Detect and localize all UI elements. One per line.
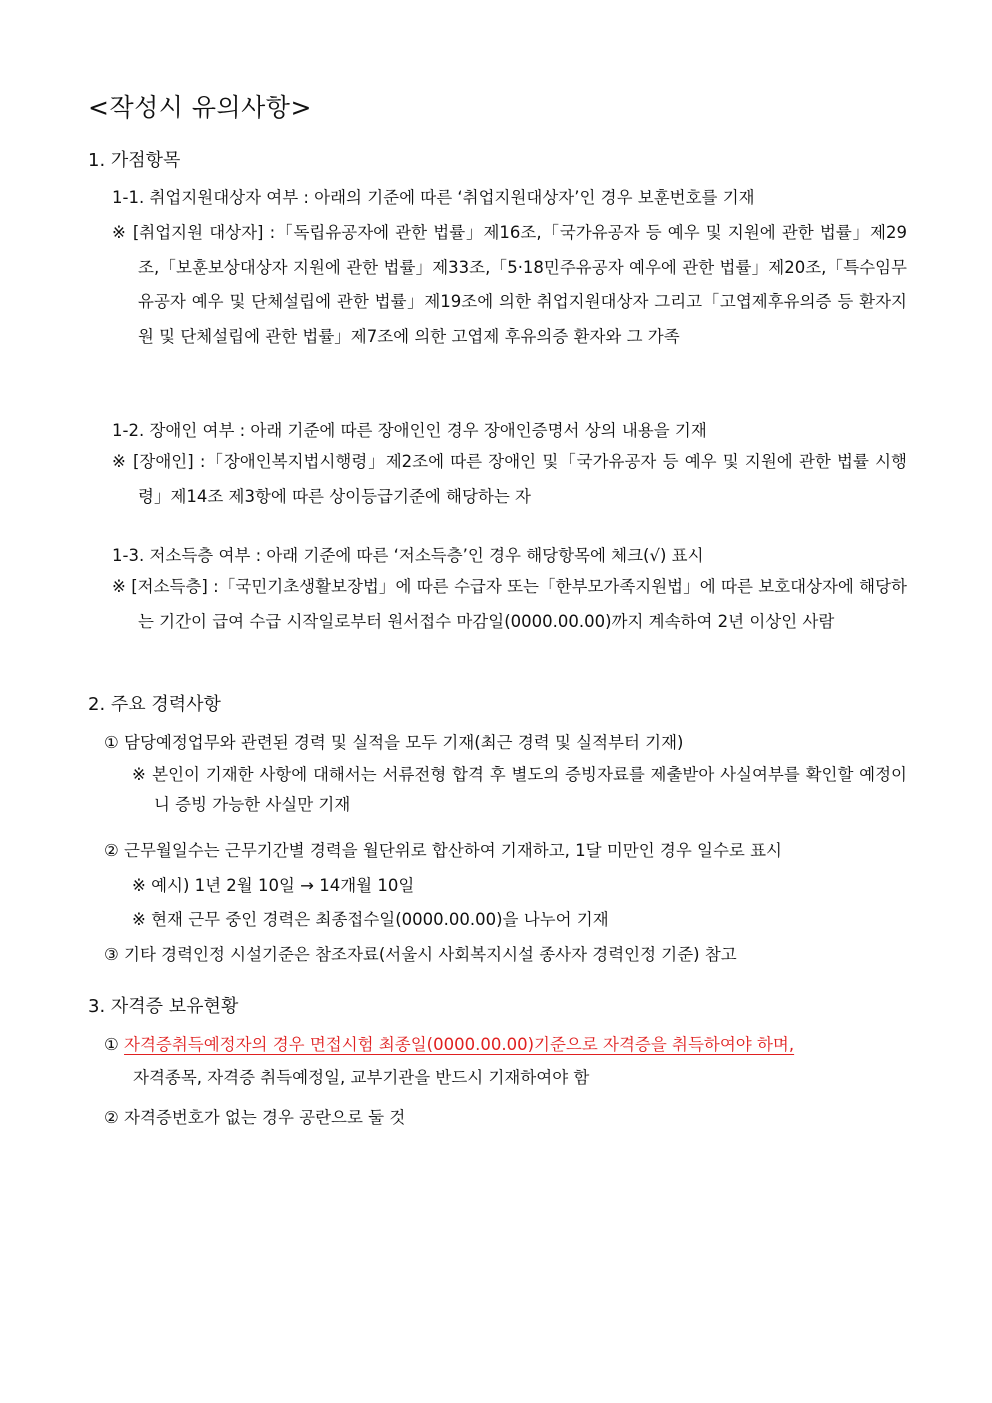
license-item-1-warning: 자격증취득예정자의 경우 면접시험 최종일(0000.00.00)기준으로 자격증을 취득하여야 하며, [124, 1035, 795, 1054]
section-2-heading: 2. 주요 경력사항 [88, 694, 221, 715]
license-item-2: ② 자격증번호가 없는 경우 공란으로 둘 것 [104, 1108, 406, 1127]
career-item-3: ③ 기타 경력인정 시설기준은 참조자료(서울시 사회복지시설 종사자 경력인정 기준) 참고 [104, 945, 737, 964]
section-1-heading: 1. 가점항목 [88, 150, 181, 171]
career-item-2-example: ※ 예시) 1년 2월 10일 → 14개월 10일 [132, 876, 415, 895]
item-1-1-note: ※ [취업지원 대상자] :「독립유공자에 관한 법률」제16조,「국가유공자 등 예우 및 지원에 관한 법률」제29조,「보훈보상대상자 지원에 관한 법률」제33조,「5·18민주유공자 예우에 관한 법률」제20조,「특수임무유공자 예우 및 단체설립에 관한 법률」제19조에 의한 취업지원대상자 그리고「고엽제후유의증 등 환자지원 및 단체설립에 관한 법률」제7조에 의한 고엽제 후유의증 환자와 그 가족 [112, 223, 907, 346]
career-item-2-note: ※ 현재 근무 중인 경력은 최종접수일(0000.00.00)을 나누어 기재 [132, 910, 609, 929]
career-item-1-note: ※ 본인이 기재한 사항에 대해서는 서류전형 합격 후 별도의 증빙자료를 제출받아 사실여부를 확인할 예정이니 증빙 가능한 사실만 기재 [132, 765, 907, 814]
document-title: <작성시 유의사항> [88, 93, 312, 122]
career-item-1: ① 담당예정업무와 관련된 경력 및 실적을 모두 기재(최근 경력 및 실적부터 기재) [104, 733, 684, 752]
license-item-1-marker: ① [104, 1035, 119, 1054]
item-1-1-heading: 1-1. 취업지원대상자 여부 : 아래의 기준에 따른 ‘취업지원대상자’인 경우 보훈번호를 기재 [112, 188, 755, 207]
license-item-1 [104, 1031, 794, 1055]
item-1-3-heading: 1-3. 저소득층 여부 : 아래 기준에 따른 ‘저소득층’인 경우 해당항목에 체크(√) 표시 [112, 546, 704, 565]
section-3-heading: 3. 자격증 보유현황 [88, 996, 239, 1017]
license-item-1-detail: 자격종목, 자격증 취득예정일, 교부기관을 반드시 기재하여야 함 [133, 1068, 590, 1087]
item-1-2-note: ※ [장애인] :「장애인복지법시행령」제2조에 따른 장애인 및「국가유공자 등 예우 및 지원에 관한 법률 시행령」제14조 제3항에 따른 상이등급기준에 해당하는 자 [112, 452, 907, 506]
item-1-2-heading: 1-2. 장애인 여부 : 아래 기준에 따른 장애인인 경우 장애인증명서 상의 내용을 기재 [112, 421, 707, 440]
item-1-3-note: ※ [저소득층] :「국민기초생활보장법」에 따른 수급자 또는「한부모가족지원법」에 따른 보호대상자에 해당하는 기간이 급여 수급 시작일로부터 원서접수 마감일(0000.00.00)까지 계속하여 2년 이상인 사람 [112, 577, 907, 631]
career-item-2: ② 근무월일수는 근무기간별 경력을 월단위로 합산하여 기재하고, 1달 미만인 경우 일수로 표시 [104, 841, 782, 860]
